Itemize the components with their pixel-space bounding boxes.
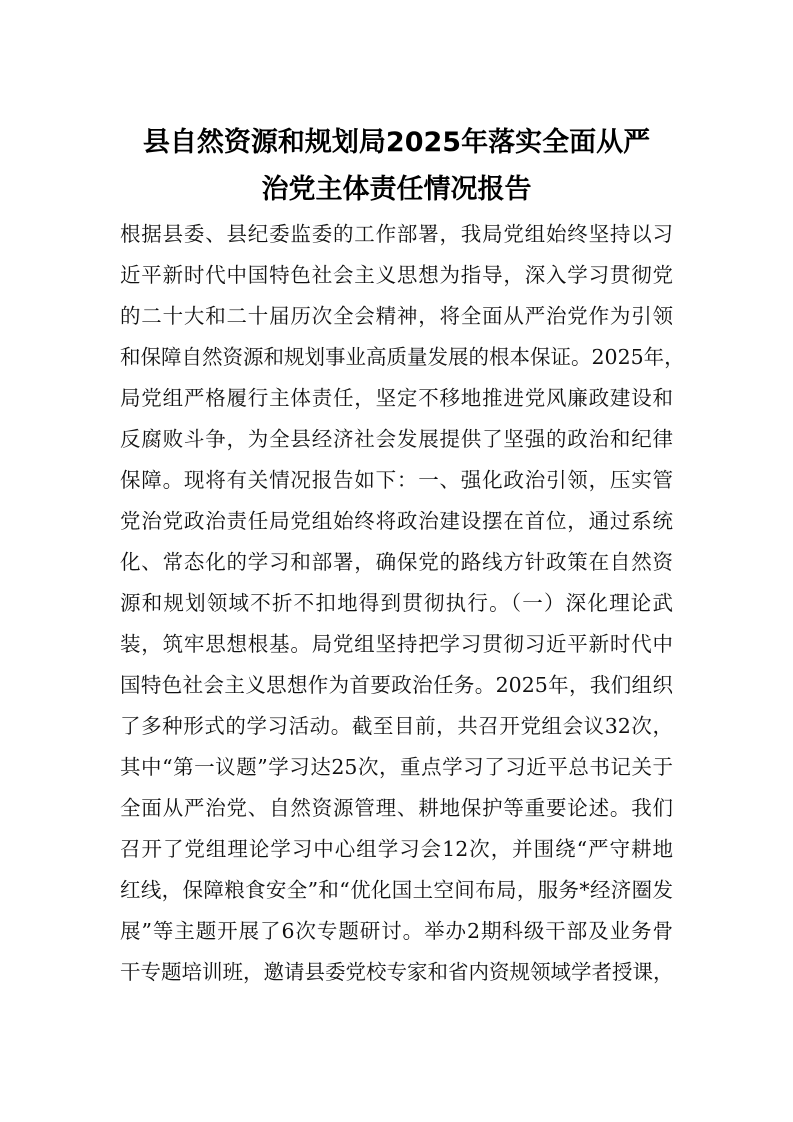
body-text-line: 局党组严格履行主体责任，坚定不移地推进党风廉政建设和 (120, 386, 673, 410)
body-text-line: 装，筑牢思想根基。局党组坚持把学习贯彻习近平新时代中 (120, 632, 673, 656)
body-text-line: 国特色社会主义思想作为首要政治任务。2025年，我们组织 (120, 673, 673, 697)
body-text-line: 近平新时代中国特色社会主义思想为指导，深入学习贯彻党 (120, 263, 673, 287)
body-text-line: 化、常态化的学习和部署，确保党的路线方针政策在自然资 (120, 550, 673, 574)
document-body (120, 218, 685, 997)
body-text-line: 反腐败斗争，为全县经济社会发展提供了坚强的政治和纪律 (120, 427, 673, 451)
body-text-line: 展”等主题开展了6次专题研讨。举办2期科级干部及业务骨 (120, 919, 673, 943)
document-title-line-2: 治党主体责任情况报告 (261, 174, 532, 205)
body-text-line: 根据县委、县纪委监委的工作部署，我局党组始终坚持以习 (120, 222, 673, 246)
body-text-line: 的二十大和二十届历次全会精神，将全面从严治党作为引领 (120, 304, 673, 328)
body-text-line: 和保障自然资源和规划事业高质量发展的根本保证。2025年， (120, 345, 685, 369)
body-text-line: 党治党政治责任局党组始终将政治建设摆在首位，通过系统 (120, 509, 673, 533)
body-text-line: 全面从严治党、自然资源管理、耕地保护等重要论述。我们 (120, 796, 673, 820)
body-text-line: 了多种形式的学习活动。截至目前，共召开党组会议32次， (120, 714, 673, 738)
body-text-line: 干专题培训班，邀请县委党校专家和省内资规领域学者授课， (120, 960, 674, 984)
body-text-line: 召开了党组理论学习中心组学习会12次，并围绕“严守耕地 (120, 837, 673, 861)
document-title-line-1: 县自然资源和规划局2025年落实全面从严 (142, 127, 651, 158)
body-text-line: 红线，保障粮食安全”和“优化国土空间布局，服务*经济圈发 (120, 878, 673, 902)
body-text-line: 保障。现将有关情况报告如下：一、强化政治引领，压实管 (120, 468, 673, 492)
body-text-line: 源和规划领域不折不扣地得到贯彻执行。（一）深化理论武 (120, 591, 673, 615)
body-text-line: 其中“第一议题”学习达25次，重点学习了习近平总书记关于 (120, 755, 673, 779)
